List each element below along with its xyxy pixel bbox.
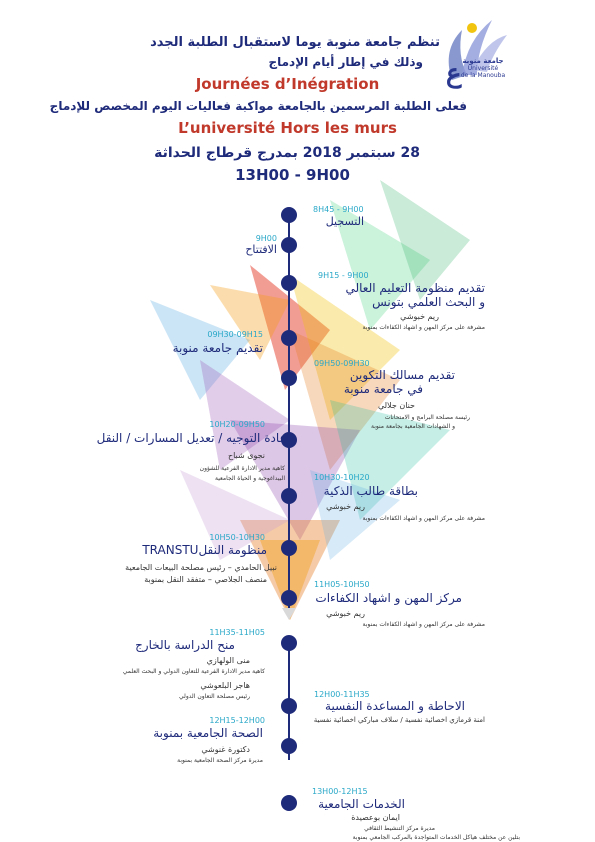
event-speaker-role: مديرة مركز الصحة الجامعية بمنوبة	[177, 757, 263, 764]
event-title: منظومة النقلTRANSTU	[142, 543, 267, 557]
event-title: بطاقة طالب الذكية	[323, 484, 418, 498]
event-speaker-role-2: و الشهادات الجامعية بجامعة منوبة	[371, 423, 455, 430]
timeline-dot	[281, 330, 297, 346]
event-time: 8H45 - 9H00	[313, 205, 364, 214]
event-speaker-role-2: بتلين عن مختلف هياكل الخدمات المتواجدة بالمركب الجامعي بمنوبة	[352, 834, 520, 841]
event-speaker-role: رئيسة مصلحة البرامج و الامتحانات	[384, 414, 470, 421]
header-line2: وذلك في إطار أيام الإدماج	[268, 55, 423, 69]
event-speaker: ريم خبوشي	[326, 609, 365, 618]
event-speaker-role: مشرفة على مركز المهن و اشهاد الكفاءات بمنوبة	[362, 515, 485, 522]
event-speaker: نبيل الحامدي – رئيس مصلحة البيعات الجامعية	[125, 563, 277, 572]
logo-fr1: Université	[467, 65, 499, 72]
event-title: منح الدراسة بالخارج	[135, 638, 235, 652]
event-time: 11H35-11H05	[209, 628, 265, 637]
event-speaker-role: مديرة مركز التنشيط الثقافي	[364, 825, 435, 832]
timeline-dot	[281, 370, 297, 386]
timeline-dot	[281, 275, 297, 291]
logo-ar: جامعة منوبة	[462, 57, 504, 65]
logo-fr2: de la Manouba	[460, 72, 506, 79]
header-date: 28 سبتمبر 2018 بمدرج قرطاج الحداثة	[154, 145, 420, 161]
event-speaker: منى الولهازي	[206, 656, 250, 665]
event-time: 9H15 - 9H00	[318, 271, 369, 280]
event-speaker-role-2: البيداغوجية و الحياة الجامعية	[214, 475, 285, 482]
event-speaker-role: كاهية مدير الادارة الفرعية للشؤون	[199, 465, 285, 472]
timeline-dot	[281, 795, 297, 811]
timeline-tip	[282, 608, 296, 620]
event-speaker: ايمان بوعصيدة	[351, 813, 400, 822]
event-title: الاحاطة و المساعدة النفسية	[325, 699, 465, 713]
svg-text:ع: ع	[446, 59, 462, 89]
header-subtitle-fr: L’université Hors les murs	[178, 119, 397, 137]
event-time: 10H20-09H50	[209, 420, 265, 429]
timeline-dot	[281, 590, 297, 606]
event-speaker: حنان جلالي	[377, 401, 415, 410]
event-title: تقديم مسالك التكوين	[349, 368, 455, 382]
event-speaker-role: امنة قرمازي اخصائية نفسية / سلاف مباركي اخصائية نفسية	[313, 716, 485, 724]
timeline-dot	[281, 738, 297, 754]
timeline-dot	[281, 540, 297, 556]
header-line3: فعلى الطلبة المرسمين بالجامعة مواكبة فعاليات اليوم المخصص للإدماج	[49, 99, 467, 113]
header-line1: تنظم جامعة منوبة يوما لاستقبال الطلبة الجدد	[150, 35, 440, 50]
event-title: الافتتاح	[245, 243, 277, 256]
event-title: اعادة التوجيه / تعديل المسارات / النقل	[96, 431, 290, 445]
event-title-2: في جامعة منوبة	[343, 382, 423, 396]
event-time: 09H50-09H30	[314, 359, 370, 368]
event-time: 12H00-11H35	[314, 690, 370, 699]
event-title-2: و البحث العلمي بتونس	[372, 295, 485, 309]
timeline-dot	[281, 237, 297, 253]
event-time: 10H30-10H20	[314, 473, 370, 482]
event-time: 12H15-12H00	[209, 716, 265, 725]
event-speaker-role: كاهية مدير الادارة الفرعية للتعاون الدولي و البحث العلمي	[122, 668, 265, 675]
event-title: مركز المهن و اشهاد الكفاءات	[315, 591, 462, 605]
event-title: الخدمات الجامعية	[318, 797, 405, 811]
event-speaker: نجوى شباح	[227, 451, 265, 460]
header-hours: 13H00 - 9H00	[235, 166, 350, 184]
event-speaker: ريم خبوشي	[326, 502, 365, 511]
event-speaker-2: هاجر البلعوشي	[200, 681, 250, 690]
event-speaker-2: منصف الجلاصي – متفقد النقل بمنوبة	[144, 575, 267, 584]
event-speaker-role: مشرفة على مركز المهن و اشهاد الكفاءات بمنوبة	[362, 621, 485, 628]
timeline-dot	[281, 488, 297, 504]
timeline-dot	[281, 698, 297, 714]
event-speaker: ريم خبوشي	[400, 312, 439, 321]
event-title: التسجيل	[325, 215, 364, 228]
timeline-dot	[281, 635, 297, 651]
event-speaker-role-2: رئيس مصلحة التعاون الدولي	[179, 693, 250, 700]
header-title-fr: Journées d’Inégration	[195, 75, 380, 93]
event-time: 13H00-12H15	[312, 787, 368, 796]
event-speaker: دكتورة غنوشي	[201, 745, 250, 754]
event-time: 11H05-10H50	[314, 580, 370, 589]
event-speaker-role: مشرفة على مركز المهن و اشهاد الكفاءات بمنوبة	[362, 324, 485, 331]
event-title: تقديم جامعة منوبة	[172, 341, 263, 355]
event-title: الصحة الجامعية بمنوبة	[153, 726, 263, 740]
event-title: تقديم منظومة التعليم العالي	[345, 281, 485, 295]
event-time: 9H00	[255, 234, 277, 243]
timeline-dot	[281, 207, 297, 223]
event-time: 09H30-09H15	[207, 330, 263, 339]
event-time: 10H50-10H30	[209, 533, 265, 542]
